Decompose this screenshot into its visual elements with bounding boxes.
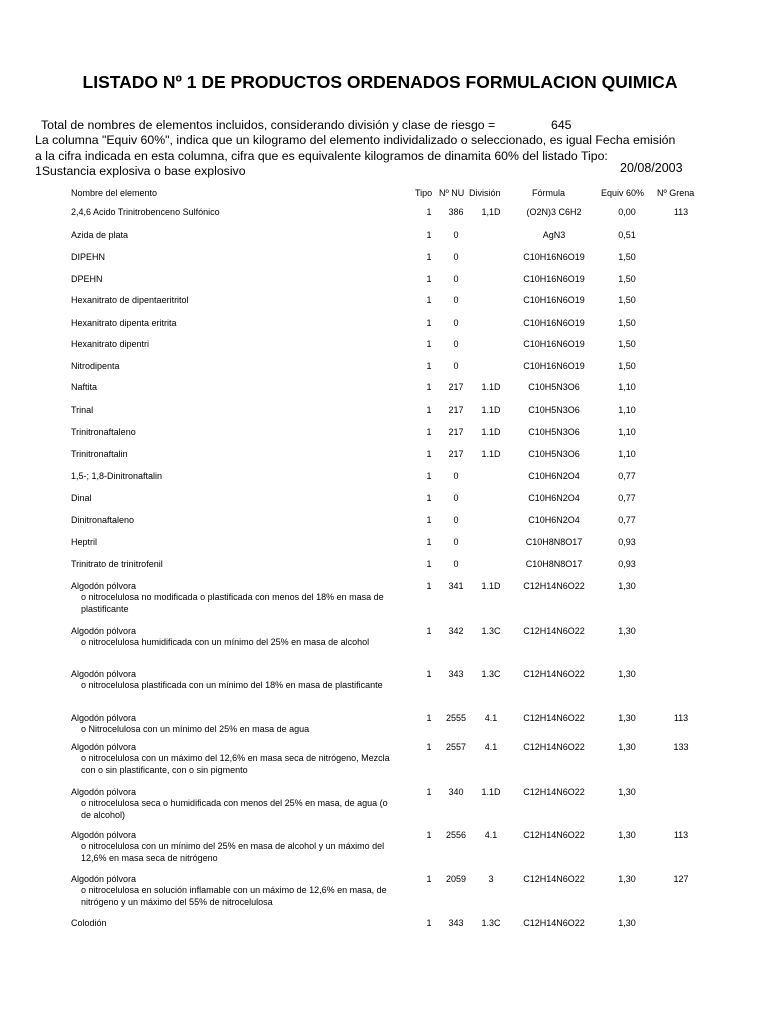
cell-division: 1.1D [481,405,501,415]
cell-tipo: 1 [426,382,432,392]
cell-name [71,493,411,504]
cell-nu: 0 [453,274,459,284]
cell-equiv: 1,50 [618,339,636,349]
cell-division: 1,1D [481,207,501,217]
total-text: Total de nombres de elementos incluidos, considerando división y clase de riesgo = [41,118,496,132]
cell-name [71,207,411,218]
cell-formula: C12H14N6O22 [523,787,585,797]
col-header-equiv: Equiv 60% [601,188,645,198]
cell-equiv: 1,10 [618,449,636,459]
cell-formula: C10H16N6O19 [523,274,585,284]
cell-division: 1.1D [481,382,501,392]
cell-name [71,295,411,306]
cell-nu: 2059 [445,874,467,884]
cell-equiv: 1,30 [618,669,636,679]
element-name: Dinitronaftaleno [71,515,135,525]
cell-formula: AgN3 [542,230,566,240]
element-name: Colodión [71,918,107,928]
element-name: Azida de plata [71,230,129,240]
element-description: o nitrocelulosa seca o humidificada con menos del 25% en masa, de agua (o de alcohol) [81,798,388,820]
cell-tipo: 1 [426,713,432,723]
cell-nu: 217 [448,427,464,437]
cell-division: 1.1D [481,427,501,437]
element-name: Hexanitrato dipentri [71,339,150,349]
cell-equiv: 0,77 [618,493,636,503]
cell-tipo: 1 [426,581,432,591]
element-name: Algodón pólvora [71,830,137,840]
cell-division: 3 [488,874,494,884]
element-description: o Nitrocelulosa con un mínimo del 25% en masa de agua [81,724,310,735]
element-description: o nitrocelulosa plastificada con un mínimo del 18% en masa de plastificante [81,680,383,691]
cell-name [71,382,411,393]
element-name: Heptril [71,537,98,547]
cell-formula: C12H14N6O22 [523,626,585,636]
cell-name [71,874,411,908]
cell-formula: C12H14N6O22 [523,713,585,723]
cell-equiv: 0,93 [618,559,636,569]
cell-equiv: 0,00 [618,207,636,217]
cell-division: 1.3C [481,626,501,636]
element-name: Naftita [71,382,98,392]
cell-name [71,318,411,329]
cell-nu: 340 [448,787,464,797]
cell-formula: C10H5N3O6 [528,382,580,392]
cell-name [71,361,411,372]
cell-formula: C10H6N2O4 [528,471,580,481]
element-name: Algodón pólvora [71,874,137,884]
cell-name [71,427,411,438]
cell-tipo: 1 [426,830,432,840]
issue-date: 20/08/2003 [620,161,683,175]
cell-equiv: 1,30 [618,830,636,840]
cell-tipo: 1 [426,493,432,503]
cell-formula: C10H5N3O6 [528,449,580,459]
cell-formula: C10H5N3O6 [528,405,580,415]
cell-nu: 341 [448,581,464,591]
cell-formula: C12H14N6O22 [523,830,585,840]
element-name: Algodón pólvora [71,742,137,752]
cell-tipo: 1 [426,918,432,928]
cell-name [71,230,411,241]
element-name: Trinitrato de trinitrofenil [71,559,163,569]
cell-tipo: 1 [426,339,432,349]
cell-tipo: 1 [426,318,432,328]
cell-nu: 0 [453,493,459,503]
cell-nu: 2556 [445,830,467,840]
cell-name [71,471,411,482]
cell-name [71,559,411,570]
element-name: Algodón pólvora [71,713,137,723]
cell-tipo: 1 [426,405,432,415]
intro-line-2: La columna "Equiv 60%", indica que un kilogramo del elemento individalizado o seleccionado, es igual Fecha emisión [35,133,676,147]
cell-formula: C12H14N6O22 [523,669,585,679]
cell-equiv: 1,30 [618,626,636,636]
cell-name [71,713,411,736]
cell-tipo: 1 [426,874,432,884]
cell-formula: C10H8N8O17 [525,537,583,547]
cell-name [71,252,411,263]
cell-equiv: 0,51 [618,230,636,240]
cell-nu: 0 [453,230,459,240]
element-name: Algodón pólvora [71,626,137,636]
cell-grena: 113 [673,207,689,217]
element-name: Hexanitrato de dipentaeritritol [71,295,189,305]
cell-grena: 113 [673,713,689,723]
col-header-division: División [469,188,501,198]
cell-formula: C12H14N6O22 [523,874,585,884]
cell-nu: 2555 [445,713,467,723]
cell-equiv: 1,30 [618,742,636,752]
cell-name [71,669,411,692]
element-name: 1,5-; 1,8-Dinitronaftalin [71,471,163,481]
cell-tipo: 1 [426,537,432,547]
cell-division: 1.3C [481,669,501,679]
cell-nu: 0 [453,537,459,547]
intro-line-4: 1Sustancia explosiva o base explosivo [35,164,246,178]
cell-name [71,339,411,350]
cell-name [71,449,411,460]
cell-tipo: 1 [426,207,432,217]
cell-nu: 2557 [445,742,467,752]
element-name: Algodón pólvora [71,669,137,679]
element-description: o nitrocelulosa no modificada o plastificada con menos del 18% en masa de plastificante [81,592,384,614]
cell-tipo: 1 [426,515,432,525]
cell-name [71,787,411,821]
cell-division: 4.1 [484,742,498,752]
element-name: Trinitronaftalin [71,449,128,459]
cell-equiv: 1,30 [618,918,636,928]
element-name: Trinitronaftaleno [71,427,136,437]
cell-name [71,830,411,864]
cell-equiv: 1,10 [618,405,636,415]
cell-nu: 0 [453,515,459,525]
cell-name [71,626,411,649]
cell-tipo: 1 [426,669,432,679]
cell-division: 4.1 [484,830,498,840]
cell-nu: 217 [448,405,464,415]
cell-grena: 133 [673,742,689,752]
cell-name [71,405,411,416]
cell-equiv: 0,77 [618,471,636,481]
cell-formula: C10H16N6O19 [523,361,585,371]
cell-tipo: 1 [426,295,432,305]
cell-equiv: 1,50 [618,318,636,328]
cell-tipo: 1 [426,742,432,752]
cell-equiv: 1,30 [618,787,636,797]
element-description: o nitrocelulosa con un mínimo del 25% en masa de alcohol y un máximo del 12,6% en masa seca de nitrógeno [81,841,385,863]
cell-tipo: 1 [426,471,432,481]
element-name: 2,4,6 Acido Trinitrobenceno Sulfónico [71,207,220,217]
total-line [41,117,572,133]
cell-equiv: 1,50 [618,274,636,284]
cell-formula: (O2N)3 C6H2 [526,207,582,217]
cell-nu: 386 [448,207,464,217]
cell-grena: 127 [673,874,689,884]
cell-division: 1.1D [481,581,501,591]
cell-nu: 0 [453,471,459,481]
cell-tipo: 1 [426,449,432,459]
cell-nu: 0 [453,339,459,349]
cell-grena: 113 [673,830,689,840]
cell-nu: 217 [448,382,464,392]
cell-equiv: 1,10 [618,427,636,437]
cell-formula: C10H6N2O4 [528,493,580,503]
cell-division: 1.3C [481,918,501,928]
element-name: Dinal [71,493,92,503]
total-count: 645 [551,118,572,132]
element-description: o nitrocelulosa en solución inflamable con un máximo de 12,6% en masa, de nitrógeno y un máximo del 55% de nitrocelulosa [81,885,387,907]
cell-tipo: 1 [426,427,432,437]
cell-tipo: 1 [426,361,432,371]
cell-formula: C12H14N6O22 [523,581,585,591]
element-name: Algodón pólvora [71,787,137,797]
col-header-name: Nombre del elemento [71,188,158,198]
col-header-nu: Nº NU [439,188,465,198]
cell-name [71,742,411,776]
cell-formula: C10H16N6O19 [523,318,585,328]
cell-formula: C12H14N6O22 [523,918,585,928]
cell-tipo: 1 [426,230,432,240]
cell-nu: 343 [448,918,464,928]
cell-formula: C10H16N6O19 [523,339,585,349]
cell-division: 1.1D [481,787,501,797]
element-description: o nitrocelulosa humidificada con un mínimo del 25% en masa de alcohol [81,637,370,648]
cell-tipo: 1 [426,787,432,797]
cell-tipo: 1 [426,252,432,262]
cell-nu: 343 [448,669,464,679]
cell-equiv: 1,30 [618,581,636,591]
cell-formula: C10H16N6O19 [523,252,585,262]
element-name: DPEHN [71,274,103,284]
cell-equiv: 0,93 [618,537,636,547]
cell-name [71,537,411,548]
cell-formula: C10H8N8O17 [525,559,583,569]
cell-equiv: 1,30 [618,874,636,884]
cell-name [71,274,411,285]
element-name: Nitrodipenta [71,361,120,371]
cell-equiv: 0,77 [618,515,636,525]
cell-formula: C10H5N3O6 [528,427,580,437]
cell-equiv: 1,50 [618,361,636,371]
col-header-grena: Nº Grena [657,188,695,198]
cell-formula: C10H16N6O19 [523,295,585,305]
cell-tipo: 1 [426,559,432,569]
cell-division: 1.1D [481,449,501,459]
cell-nu: 0 [453,559,459,569]
cell-nu: 0 [453,252,459,262]
cell-tipo: 1 [426,626,432,636]
cell-name [71,515,411,526]
cell-nu: 0 [453,361,459,371]
cell-nu: 0 [453,295,459,305]
element-name: Trinal [71,405,94,415]
intro-line-3: a la cifra indicada en esta columna, cifra que es equivalente kilogramos de dinamita 60% del listado Tipo: [35,149,608,163]
cell-tipo: 1 [426,274,432,284]
cell-name [71,918,411,929]
cell-nu: 0 [453,318,459,328]
element-name: DIPEHN [71,252,106,262]
element-name: Algodón pólvora [71,581,137,591]
element-name: Hexanitrato dipenta eritrita [71,318,177,328]
cell-formula: C10H6N2O4 [528,515,580,525]
cell-equiv: 1,50 [618,252,636,262]
cell-division: 4.1 [484,713,498,723]
col-header-formula: Fórmula [532,188,566,198]
cell-equiv: 1,50 [618,295,636,305]
page-title: LISTADO Nº 1 DE PRODUCTOS ORDENADOS FORMULACION QUIMICA [82,72,678,92]
cell-equiv: 1,10 [618,382,636,392]
cell-equiv: 1,30 [618,713,636,723]
cell-nu: 342 [448,626,464,636]
element-description: o nitrocelulosa con un máximo del 12,6% en masa seca de nitrógeno, Mezcla con o sin plastificante, con o sin pigmento [81,753,390,775]
col-header-tipo: Tipo [415,188,433,198]
cell-name [71,581,411,615]
cell-formula: C12H14N6O22 [523,742,585,752]
cell-nu: 217 [448,449,464,459]
